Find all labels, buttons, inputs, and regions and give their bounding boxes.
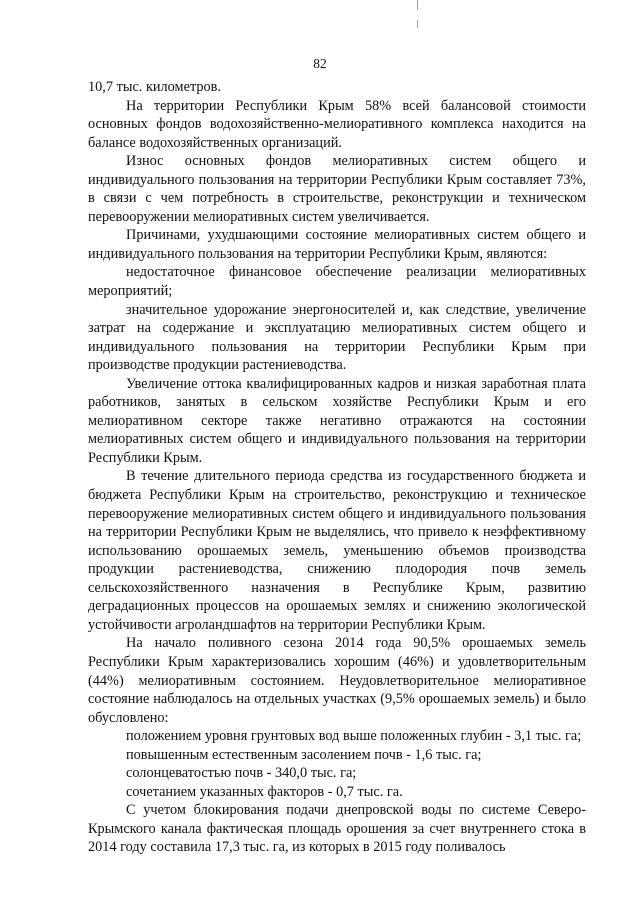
body-text [88,78,586,857]
paragraph: С учетом блокирования подачи днепровской воды по системе Северо-Крымского канала фактическая площадь орошения за счет внутреннего стока в 2014 году составила 17,3 тыс. га, из которых в 2015 году поливалось [88,802,586,856]
paragraph: положением уровня грунтовых вод выше положенных глубин - 3,1 тыс. га; [126,728,582,745]
paragraph: повышенным естественным засолением почв - 1,6 тыс. га; [126,746,482,763]
paragraph: значительное удорожание энергоносителей и, как следствие, увеличение затрат на содержание и эксплуатацию мелиоративных систем общего и индивидуального пользования на территории Республики Крым при производстве продукции растениеводства. [88,301,586,374]
paragraph: Причинами, ухудшающими состояние мелиоративных систем общего и индивидуального пользования на территории Республики Крым, являются: [88,227,586,262]
scan-mark [417,20,418,28]
paragraph: В течение длительного периода средства из государственного бюджета и бюджета Республики Крым на строительство, реконструкцию и техническое перевооружение мелиоративных систем общего и индивидуального пользования на территории Республики Крым не выделялись, что привело к неэффективному использованию орошаемых земель, уменьшению объемов производства продукции растениеводства, снижению плодородия почв земель сельскохозяйственного назначения в Республике Крым, развитию деградационных процессов на орошаемых землях и снижению экологической устойчивости агроландшафтов на территории Республики Крым. [88,468,586,633]
paragraph: На территории Республики Крым 58% всей балансовой стоимости основных фондов водохозяйственно-мелиоративного комплекса находится на балансе водохозяйственных организаций. [88,97,586,151]
scan-mark [417,0,418,10]
paragraph: 10,7 тыс. километров. [88,79,221,95]
paragraph: недостаточное финансовое обеспечение реализации мелиоративных мероприятий; [88,264,586,300]
paragraph: Износ основных фондов мелиоративных систем общего и индивидуального пользования на территории Республики Крым составляет 73%, в связи с чем потребность в строительстве, реконструкции и техническом перевооружении мелиоративных систем увеличивается. [88,153,586,225]
paragraph: сочетанием указанных факторов - 0,7 тыс. га. [126,783,403,800]
paragraph: солонцеватостью почв - 340,0 тыс. га; [126,765,357,782]
paragraph: Увеличение оттока квалифицированных кадров и низкая заработная плата работников, занятых в сельском хозяйстве Республики Крым и его мелиоративном секторе также негативно отражаются на состоянии мелиоративных систем общего и индивидуального пользования на территории Республики Крым. [88,375,586,466]
page-number: 82 [313,56,327,71]
paragraph: На начало поливного сезона 2014 года 90,5% орошаемых земель Республики Крым характеризовались хорошим (46%) и удовлетворительным (44%) мелиоративным состоянием. Неудовлетворительное мелиоративное состояние наблюдалось на отдельных участках (9,5% орошаемых земель) и было обусловлено: [88,635,586,726]
